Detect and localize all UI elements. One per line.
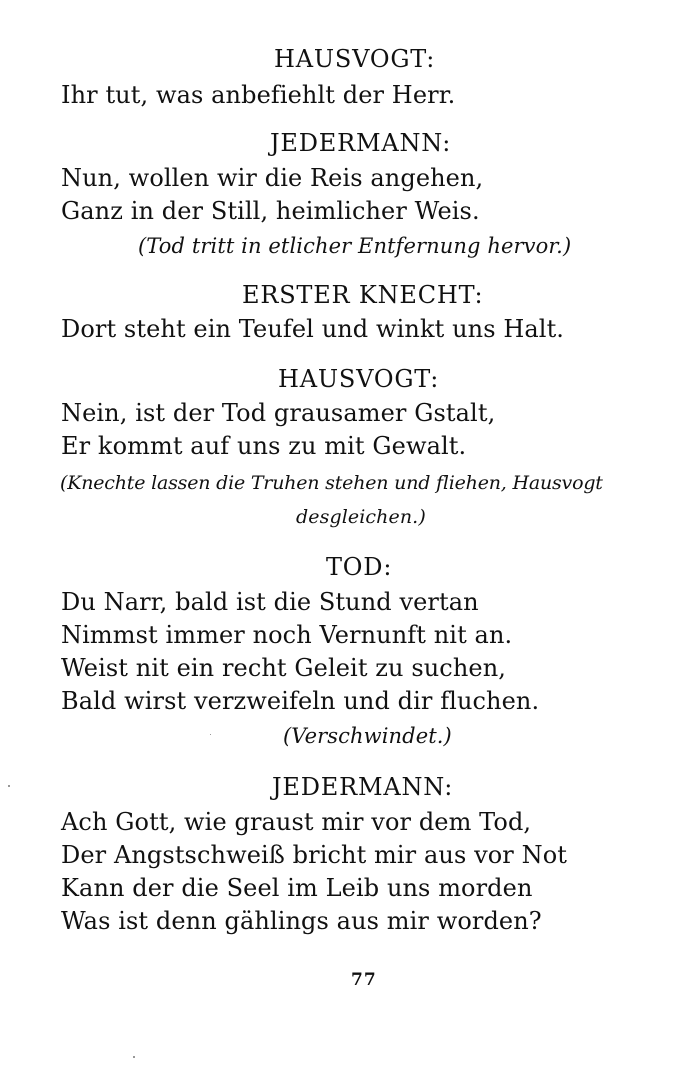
speaker-jedermann: JEDERMANN: xyxy=(272,773,454,801)
speaker-tod: TOD: xyxy=(326,553,393,581)
verse-line: Ganz in der Still, heimlicher Weis. xyxy=(61,197,480,225)
verse-line: Bald wirst verzweifeln und dir fluchen. xyxy=(61,687,540,715)
stage-direction: (Verschwindet.) xyxy=(283,724,452,748)
verse-line: Nun, wollen wir die Reis angehen, xyxy=(61,164,484,192)
stage-direction: (Knechte lassen die Truhen stehen und fliehen, Hausvogt xyxy=(60,472,603,494)
verse-line: Was ist denn gählings aus mir worden? xyxy=(61,907,542,935)
verse-line: Dort steht ein Teufel und winkt uns Halt. xyxy=(61,315,565,343)
speaker-erster-knecht: ERSTER KNECHT: xyxy=(242,281,484,309)
verse-line: Ihr tut, was anbefiehlt der Herr. xyxy=(61,81,456,109)
speaker-jedermann: JEDERMANN: xyxy=(270,129,452,157)
stage-direction: desgleichen.) xyxy=(296,506,426,528)
scan-speck xyxy=(210,734,211,735)
page-number: 77 xyxy=(351,970,377,990)
speaker-hausvogt: HAUSVOGT: xyxy=(278,365,440,393)
scan-speck xyxy=(133,1056,135,1058)
verse-line: Kann der die Seel im Leib uns morden xyxy=(61,874,533,902)
verse-line: Du Narr, bald ist die Stund vertan xyxy=(61,588,479,616)
stage-direction: (Tod tritt in etlicher Entfernung hervor.) xyxy=(138,234,572,258)
verse-line: Nein, ist der Tod grausamer Gstalt, xyxy=(61,399,496,427)
verse-line: Der Angstschweiß bricht mir aus vor Not xyxy=(61,841,567,869)
verse-line: Nimmst immer noch Vernunft nit an. xyxy=(61,621,513,649)
verse-line: Ach Gott, wie graust mir vor dem Tod, xyxy=(61,808,532,836)
verse-line: Er kommt auf uns zu mit Gewalt. xyxy=(61,432,467,460)
scan-speck xyxy=(8,785,10,787)
verse-line: Weist nit ein recht Geleit zu suchen, xyxy=(61,654,506,682)
speaker-hausvogt: HAUSVOGT: xyxy=(274,45,436,73)
